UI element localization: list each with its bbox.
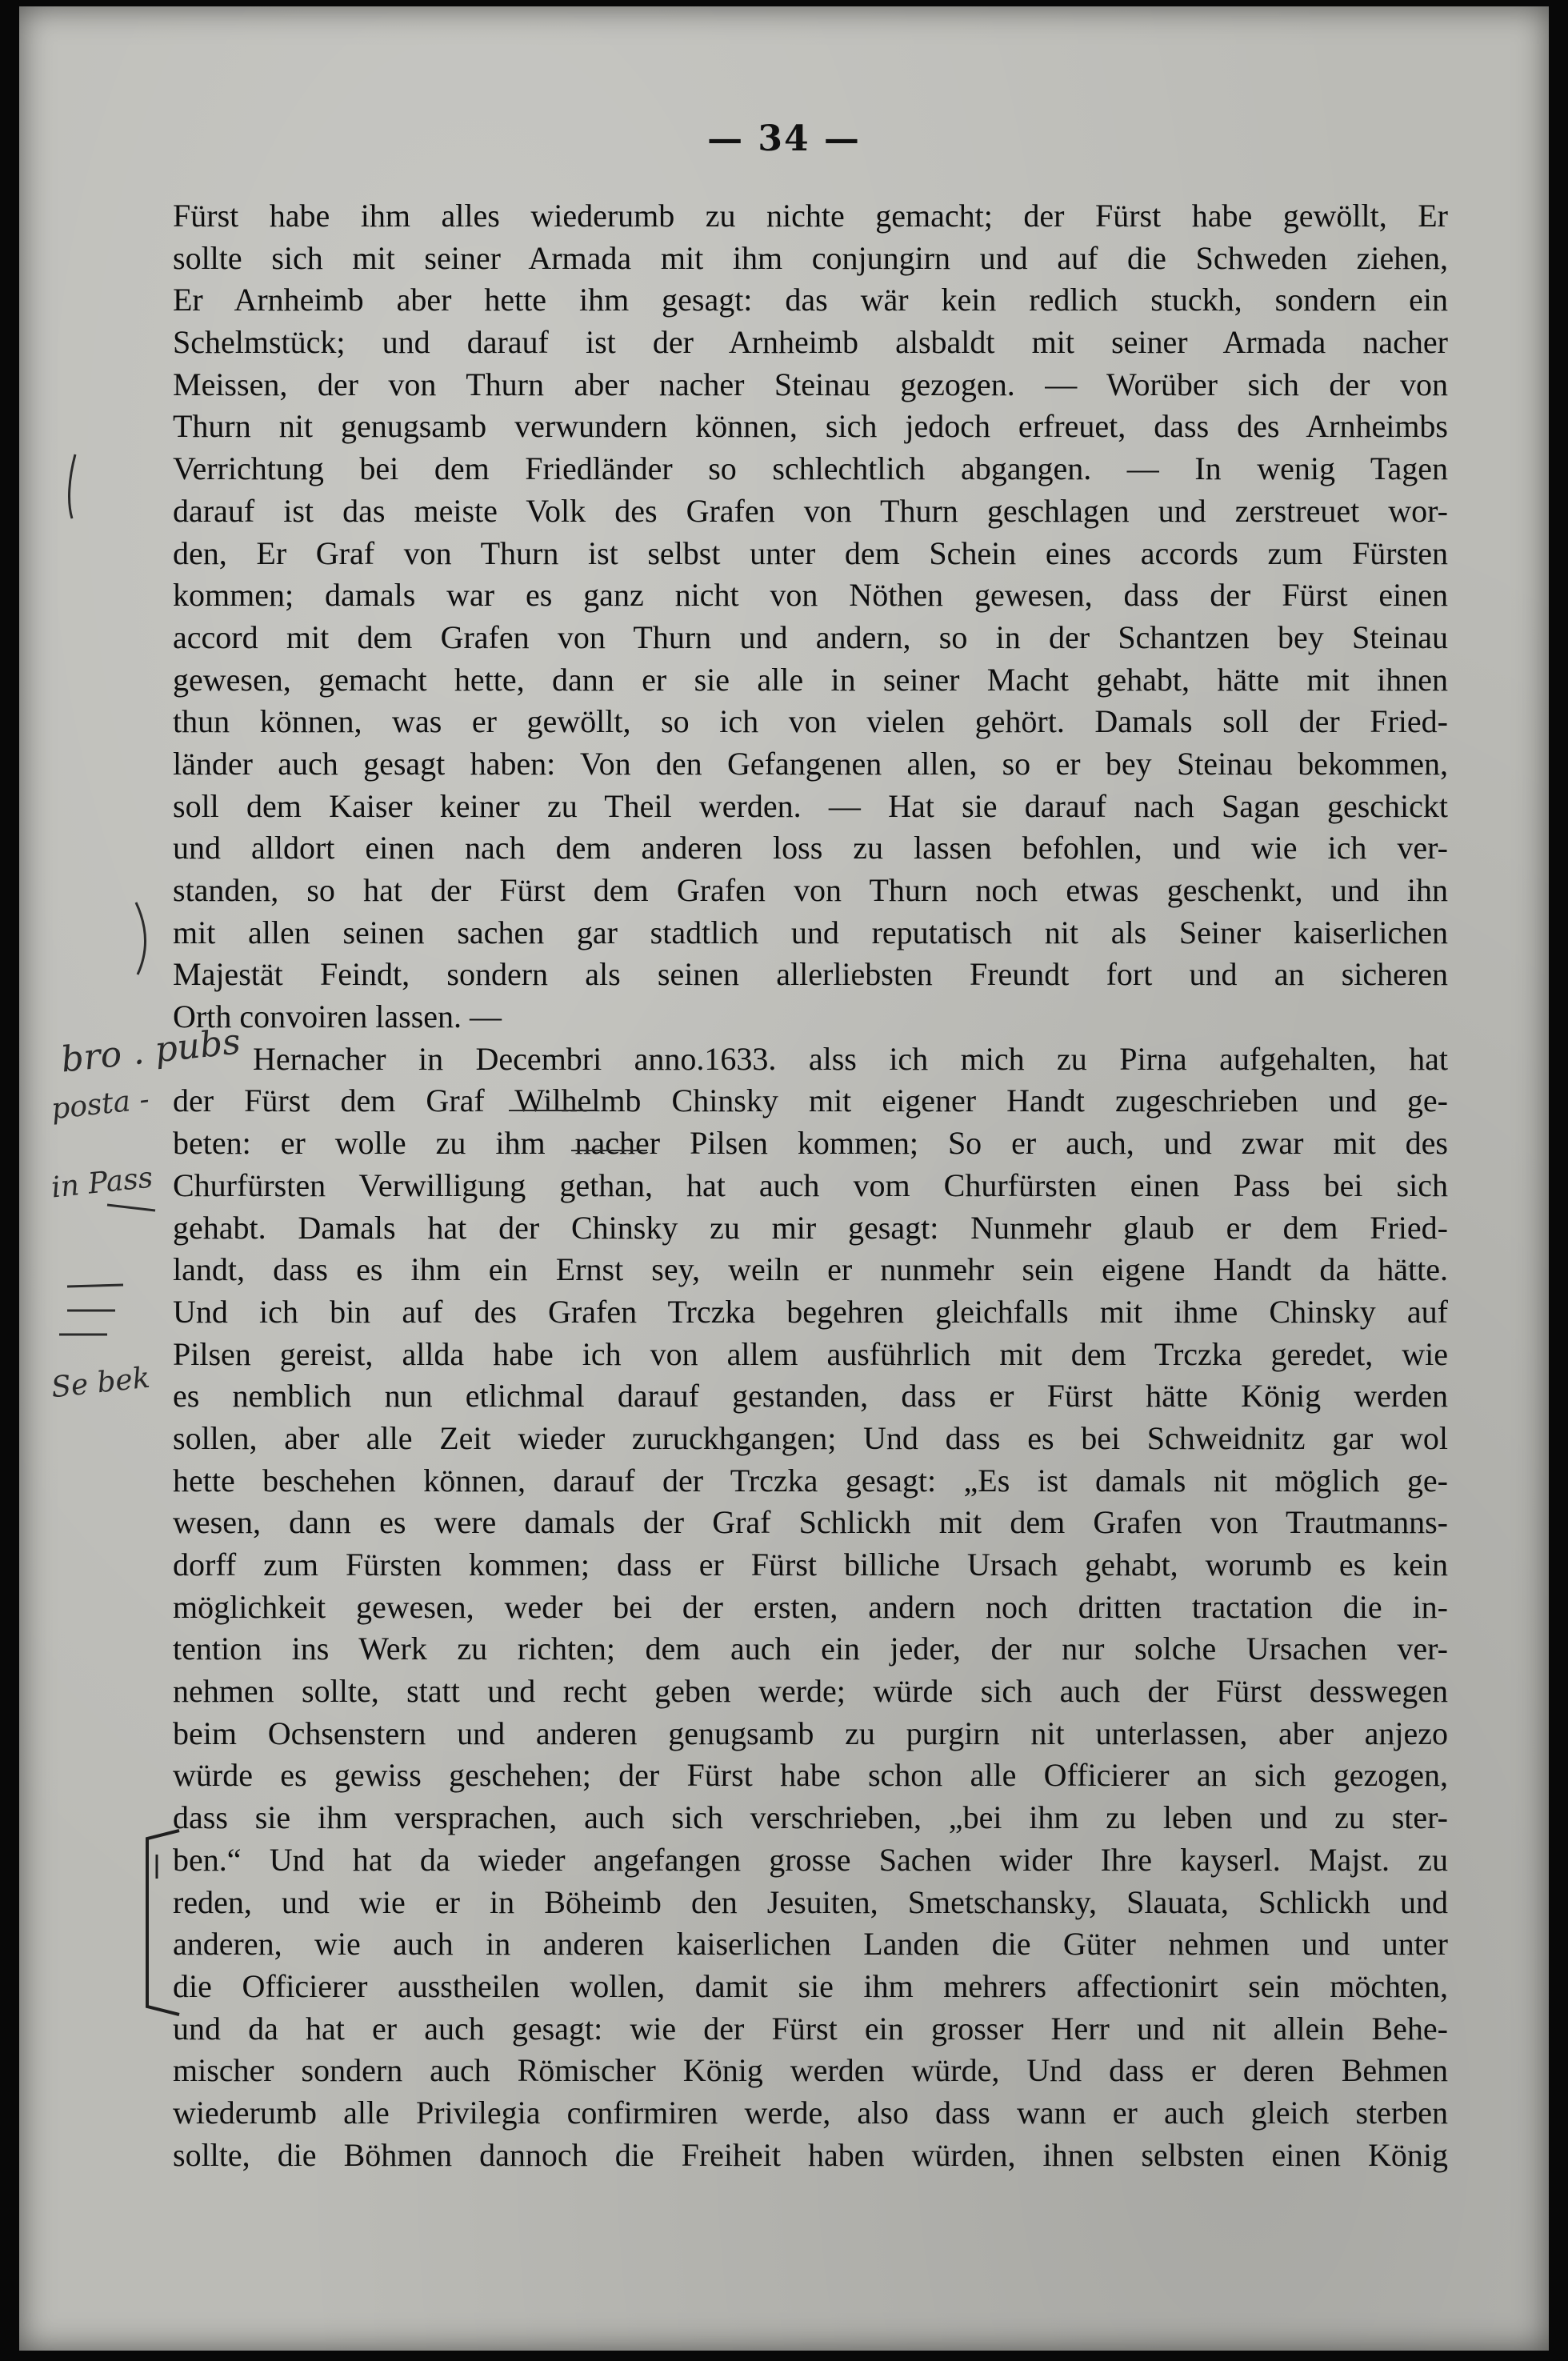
text-line: anderen, wie auch in anderen kaiserlichen Landen die Güter nehmen und unter — [173, 1926, 1448, 1963]
text-line: ben.“ Und hat da wieder angefangen grosse Sachen wider Ihre kayserl. Majst. zu — [173, 1841, 1448, 1878]
text-line: Schelmstück; und darauf ist der Arnheimb alsbaldt mit seiner Armada nacher — [173, 324, 1448, 361]
text-line: Meissen, der von Thurn aber nacher Steinau gezogen. — Worüber sich der von — [173, 366, 1448, 402]
text-line: Pilsen gereist, allda habe ich von allem ausführlich mit dem Trczka geredet, wie — [173, 1335, 1448, 1372]
text-line: Er Arnheimb aber hette ihm gesagt: das wär kein redlich stuckh, sondern ein — [173, 282, 1448, 318]
text-line: den, Er Graf von Thurn ist selbst unter dem Schein eines accords zum Fürsten — [173, 534, 1448, 571]
text-line: sollen, aber alle Zeit wieder zuruckhgangen; Und dass es bei Schweidnitz gar wol — [173, 1419, 1448, 1456]
text-line: länder auch gesagt haben: Von den Gefangenen allen, so er bey Steinau bekommen, — [173, 745, 1448, 782]
text-line: Majestät Feindt, sondern als seinen allerliebsten Freundt fort und an sicheren — [173, 956, 1448, 993]
book-page — [19, 6, 1549, 2351]
margin-pencil-marks — [19, 6, 1549, 2351]
text-line: dorff zum Fürsten kommen; dass er Fürst billiche Ursach gehabt, worumb es kein — [173, 1547, 1448, 1583]
text-line: die Officierer ausstheilen wollen, damit sie ihm mehrers affectionirt sein möchten, — [173, 1967, 1448, 2004]
text-line: Fürst habe ihm alles wiederumb zu nichte gemacht; der Fürst habe gewöllt, Er — [173, 198, 1448, 234]
text-line: dass sie ihm versprachen, auch sich verschrieben, „bei ihm zu leben und zu ster- — [173, 1799, 1448, 1836]
text-line: wiederumb alle Privilegia confirmiren werde, also dass wann er auch gleich sterben — [173, 2094, 1448, 2131]
text-line: möglichkeit gewesen, weder bei der ersten, andern noch dritten tractation die in- — [173, 1588, 1448, 1625]
text-line: und da hat er auch gesagt: wie der Fürst ein grosser Herr und nit allein Behe- — [173, 2010, 1448, 2047]
text-line: beim Ochsenstern und anderen genugsamb zu purgirn nit unterlassen, aber anjezo — [173, 1715, 1448, 1751]
text-line: sollte sich mit seiner Armada mit ihm conjungirn und auf die Schweden ziehen, — [173, 239, 1448, 276]
margin-note: bro . pubs — [58, 1021, 242, 1081]
text-line: hette beschehen können, darauf der Trczka gesagt: „Es ist damals nit möglich ge- — [173, 1462, 1448, 1499]
text-line: der Fürst dem Graf Wilhelmb Chinsky mit eigener Handt zugeschrieben und ge- — [173, 1082, 1448, 1119]
text-line: thun können, was er gewöllt, so ich von vielen gehört. Damals soll der Fried- — [173, 703, 1448, 740]
text-line: wesen, dann es were damals der Graf Schlickh mit dem Grafen von Trautmanns- — [173, 1504, 1448, 1541]
text-line: Churfürsten Verwilligung gethan, hat auch vom Churfürsten einen Pass bei sich — [173, 1166, 1448, 1203]
text-line: beten: er wolle zu ihm nacher Pilsen kommen; So er auch, und zwar mit des — [173, 1125, 1448, 1162]
text-line: Verrichtung bei dem Friedländer so schlechtlich abgangen. — In wenig Tagen — [173, 450, 1448, 487]
text-line: sollte, die Böhmen dannoch die Freiheit haben würden, ihnen selbsten einen König — [173, 2136, 1448, 2173]
text-line: nehmen sollte, statt und recht geben werde; würde sich auch der Fürst desswegen — [173, 1673, 1448, 1710]
text-line: Und ich bin auf des Grafen Trczka begehren gleichfalls mit ihme Chinsky auf — [173, 1293, 1448, 1330]
text-line: soll dem Kaiser keiner zu Theil werden. — Hat sie darauf nach Sagan geschickt — [173, 787, 1448, 824]
text-line: würde es gewiss geschehen; der Fürst habe schon alle Officierer an sich gezogen, — [173, 1757, 1448, 1794]
text-line: standen, so hat der Fürst dem Grafen von Thurn noch etwas geschenkt, und ihn — [173, 872, 1448, 908]
text-line: gehabt. Damals hat der Chinsky zu mir gesagt: Nunmehr glaub er dem Fried- — [173, 1209, 1448, 1246]
text-line: mit allen seinen sachen gar stadtlich und reputatisch nit als Seiner kaiserlichen — [173, 914, 1448, 950]
page-number: — 34 — — [707, 118, 861, 159]
text-line: tention ins Werk zu richten; dem auch ein jeder, der nur solche Ursachen ver- — [173, 1631, 1448, 1667]
text-line: mischer sondern auch Römischer König werden würde, Und dass er deren Behmen — [173, 2052, 1448, 2089]
text-line: kommen; damals war es ganz nicht von Nöthen gewesen, dass der Fürst einen — [173, 577, 1448, 614]
text-line: darauf ist das meiste Volk des Grafen von Thurn geschlagen und zerstreuet wor- — [173, 492, 1448, 529]
margin-note: Se bek — [50, 1361, 152, 1405]
text-line: reden, und wie er in Böheimb den Jesuiten, Smetschansky, Slauata, Schlickh und — [173, 1883, 1448, 1920]
margin-note: in Pass — [50, 1161, 154, 1205]
text-line: Orth convoiren lassen. — — [173, 998, 502, 1035]
text-line: und alldort einen nach dem anderen loss zu lassen befohlen, und wie ich ver- — [173, 830, 1448, 866]
text-line: gewesen, gemacht hette, dann er sie alle in seiner Macht gehabt, hätte mit ihnen — [173, 661, 1448, 698]
text-line: es nemblich nun etlichmal darauf gestanden, dass er Fürst hätte König werden — [173, 1378, 1448, 1415]
text-line: Hernacher in Decembri anno.1633. alss ich mich zu Pirna aufgehalten, hat — [253, 1040, 1448, 1077]
text-line: accord mit dem Grafen von Thurn und andern, so in der Schantzen bey Steinau — [173, 618, 1448, 655]
text-line: Thurn nit genugsamb verwundern können, sich jedoch erfreuet, dass des Arnheimbs — [173, 408, 1448, 445]
margin-note: posta - — [50, 1082, 151, 1126]
text-line: landt, dass es ihm ein Ernst sey, weiln er nunmehr sein eigene Handt da hätte. — [173, 1251, 1448, 1288]
